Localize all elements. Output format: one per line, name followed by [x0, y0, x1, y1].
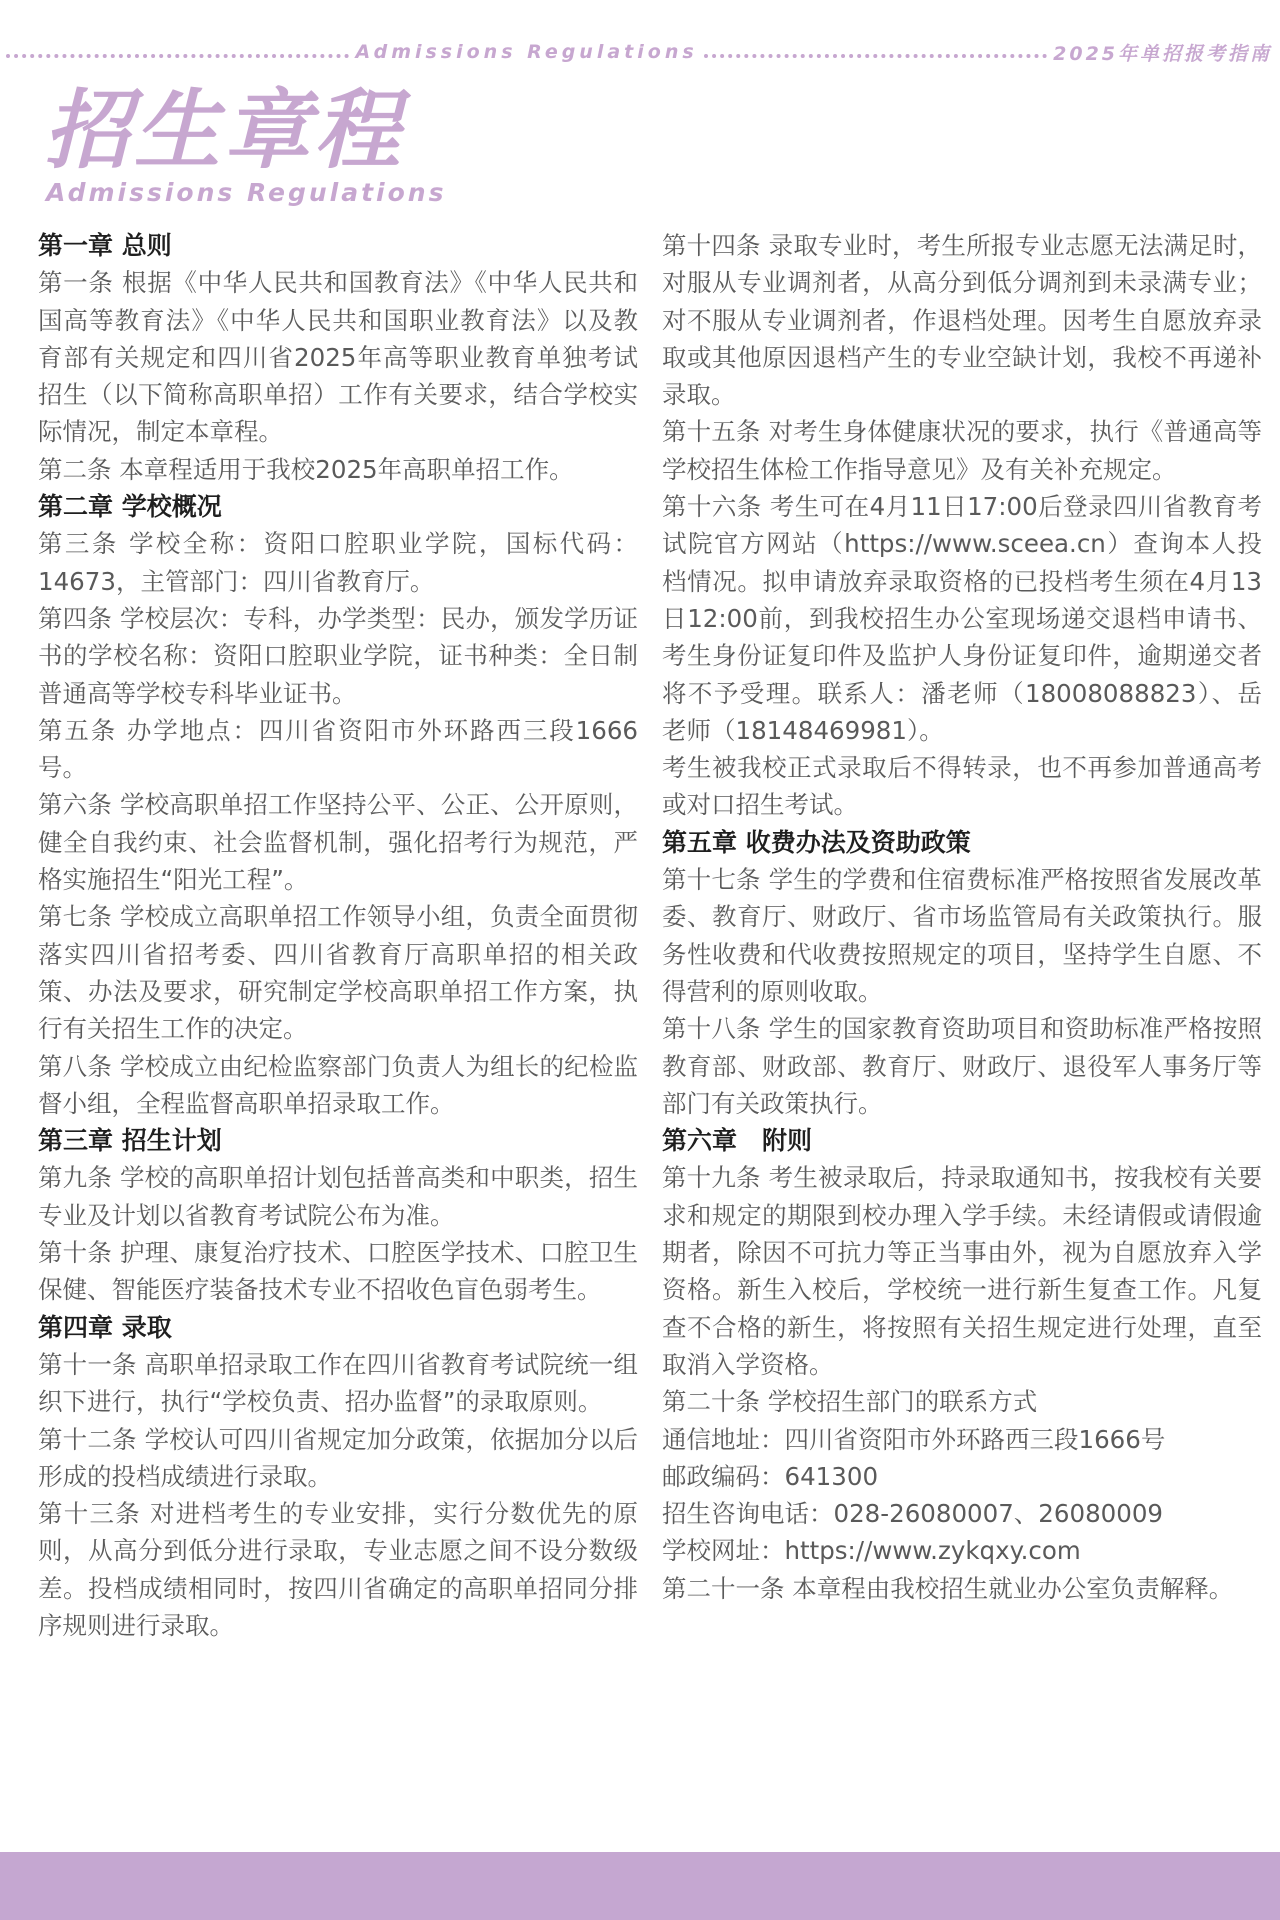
right-column	[662, 227, 1262, 1607]
chapter-heading: 第一章 总则	[38, 231, 172, 260]
chapter-heading: 第五章 收费办法及资助政策	[662, 827, 971, 857]
article-paragraph: 第十一条 高职单招录取工作在四川省教育考试院统一组织下进行，执行“学校负责、招办监督”的录取原则。	[38, 1349, 638, 1417]
article-paragraph: 招生咨询电话：028-26080007、26080009	[662, 1499, 1164, 1529]
left-column	[38, 227, 638, 1644]
article-paragraph: 邮政编码：641300	[662, 1461, 879, 1491]
article-paragraph: 学校网址：https://www.zykqxy.com	[662, 1536, 1081, 1566]
article-paragraph: 第十三条 对进档考生的专业安排，实行分数优先的原则，从高分到低分进行录取，专业志愿之间不设分数级差。投档成绩相同时，按四川省确定的高职单招同分排序规则进行录取。	[38, 1499, 638, 1640]
article-paragraph: 第一条 根据《中华人民共和国教育法》《中华人民共和国高等教育法》《中华人民共和国职业教育法》以及教育部有关规定和四川省2025年高等职业教育单独考试招生（以下简称高职单招）工作有关要求，结合学校实际情况，制定本章程。	[38, 268, 638, 447]
article-paragraph: 第十五条 对考生身体健康状况的要求，执行《普通高等学校招生体检工作指导意见》及有关补充规定。	[662, 417, 1262, 484]
chapter-heading: 第六章 附则	[662, 1126, 813, 1156]
article-paragraph: 通信地址：四川省资阳市外环路西三段1666号	[662, 1424, 1166, 1454]
article-paragraph: 第二十条 学校招生部门的联系方式	[662, 1387, 1038, 1417]
article-paragraph: 第十二条 学校认可四川省规定加分政策，依据加分以后形成的投档成绩进行录取。	[38, 1424, 638, 1491]
chapter-heading: 第三章 招生计划	[38, 1126, 222, 1156]
article-paragraph: 第十九条 考生被录取后，持录取通知书，按我校有关要求和规定的期限到校办理入学手续。未经请假或请假逾期者，除因不可抗力等正当事由外，视为自愿放弃入学资格。新生入校后，学校统一进行新生复查工作。凡复查不合格的新生，将按照有关招生规定进行处理，直至取消入学资格。	[662, 1163, 1262, 1379]
dotted-rule	[6, 54, 349, 58]
article-paragraph: 第十八条 学生的国家教育资助项目和资助标准严格按照教育部、财政部、教育厅、财政厅、退役军人事务厅等部门有关政策执行。	[662, 1014, 1262, 1118]
article-paragraph: 第七条 学校成立高职单招工作领导小组，负责全面贯彻落实四川省招考委、四川省教育厅高职单招的相关政策、办法及要求，研究制定学校高职单招工作方案，执行有关招生工作的决定。	[38, 902, 638, 1044]
article-paragraph: 第十六条 考生可在4月11日17:00后登录四川省教育考试院官方网站（https://www.sceea.cn）查询本人投档情况。拟申请放弃录取资格的已投档考生须在4月13日12:00前，到我校招生办公室现场递交退档申请书、考生身份证复印件及监护人身份证复印件，逾期递交者将不予受理。联系人：潘老师（18008088823）、岳老师（18148469981）。	[662, 492, 1262, 745]
article-paragraph: 第二条 本章程适用于我校2025年高职单招工作。	[38, 454, 574, 484]
article-paragraph: 第六条 学校高职单招工作坚持公平、公正、公开原则，健全自我约束、社会监督机制，强化招考行为规范，严格实施招生“阳光工程”。	[38, 790, 638, 895]
chapter-heading: 第二章 学校概况	[38, 492, 222, 522]
article-paragraph: 第三条 学校全称：资阳口腔职业学院，国标代码：14673，主管部门：四川省教育厅。	[38, 529, 638, 596]
article-paragraph: 第十四条 录取专业时，考生所报专业志愿无法满足时，对服从专业调剂者，从高分到低分调剂到未录满专业；对不服从专业调剂者，作退档处理。因考生自愿放弃录取或其他原因退档产生的专业空缺计划，我校不再递补录取。	[662, 231, 1262, 410]
article-paragraph: 第五条 办学地点：四川省资阳市外环路西三段1666号。	[38, 715, 638, 783]
article-paragraph: 第十条 护理、康复治疗技术、口腔医学技术、口腔卫生保健、智能医疗装备技术专业不招收色盲色弱考生。	[38, 1238, 638, 1305]
dotted-rule	[704, 54, 1047, 58]
article-paragraph: 第二十一条 本章程由我校招生就业办公室负责解释。	[662, 1573, 1234, 1603]
running-title-cn: 2025年单招报考指南	[1053, 42, 1273, 65]
article-paragraph: 第八条 学校成立由纪检监察部门负责人为组长的纪检监督小组，全程监督高职单招录取工作。	[38, 1051, 638, 1118]
running-title-en: Admissions Regulations	[355, 41, 698, 63]
page-title: 招生章程	[44, 81, 404, 181]
page-subtitle: Admissions Regulations	[46, 178, 447, 207]
article-paragraph: 第十七条 学生的学费和住宿费标准严格按照省发展改革委、教育厅、财政厅、省市场监管局有关政策执行。服务性收费和代收费按照规定的项目，坚持学生自愿、不得营利的原则收取。	[662, 865, 1262, 1006]
chapter-heading: 第四章 录取	[38, 1312, 172, 1342]
footer-bar	[0, 1852, 1280, 1920]
running-header	[0, 38, 1280, 66]
article-paragraph: 考生被我校正式录取后不得转录，也不再参加普通高考或对口招生考试。	[662, 753, 1262, 820]
article-paragraph: 第四条 学校层次：专科，办学类型：民办，颁发学历证书的学校名称：资阳口腔职业学院，证书种类：全日制普通高等学校专科毕业证书。	[38, 603, 638, 708]
article-paragraph: 第九条 学校的高职单招计划包括普高类和中职类，招生专业及计划以省教育考试院公布为准。	[38, 1163, 638, 1230]
